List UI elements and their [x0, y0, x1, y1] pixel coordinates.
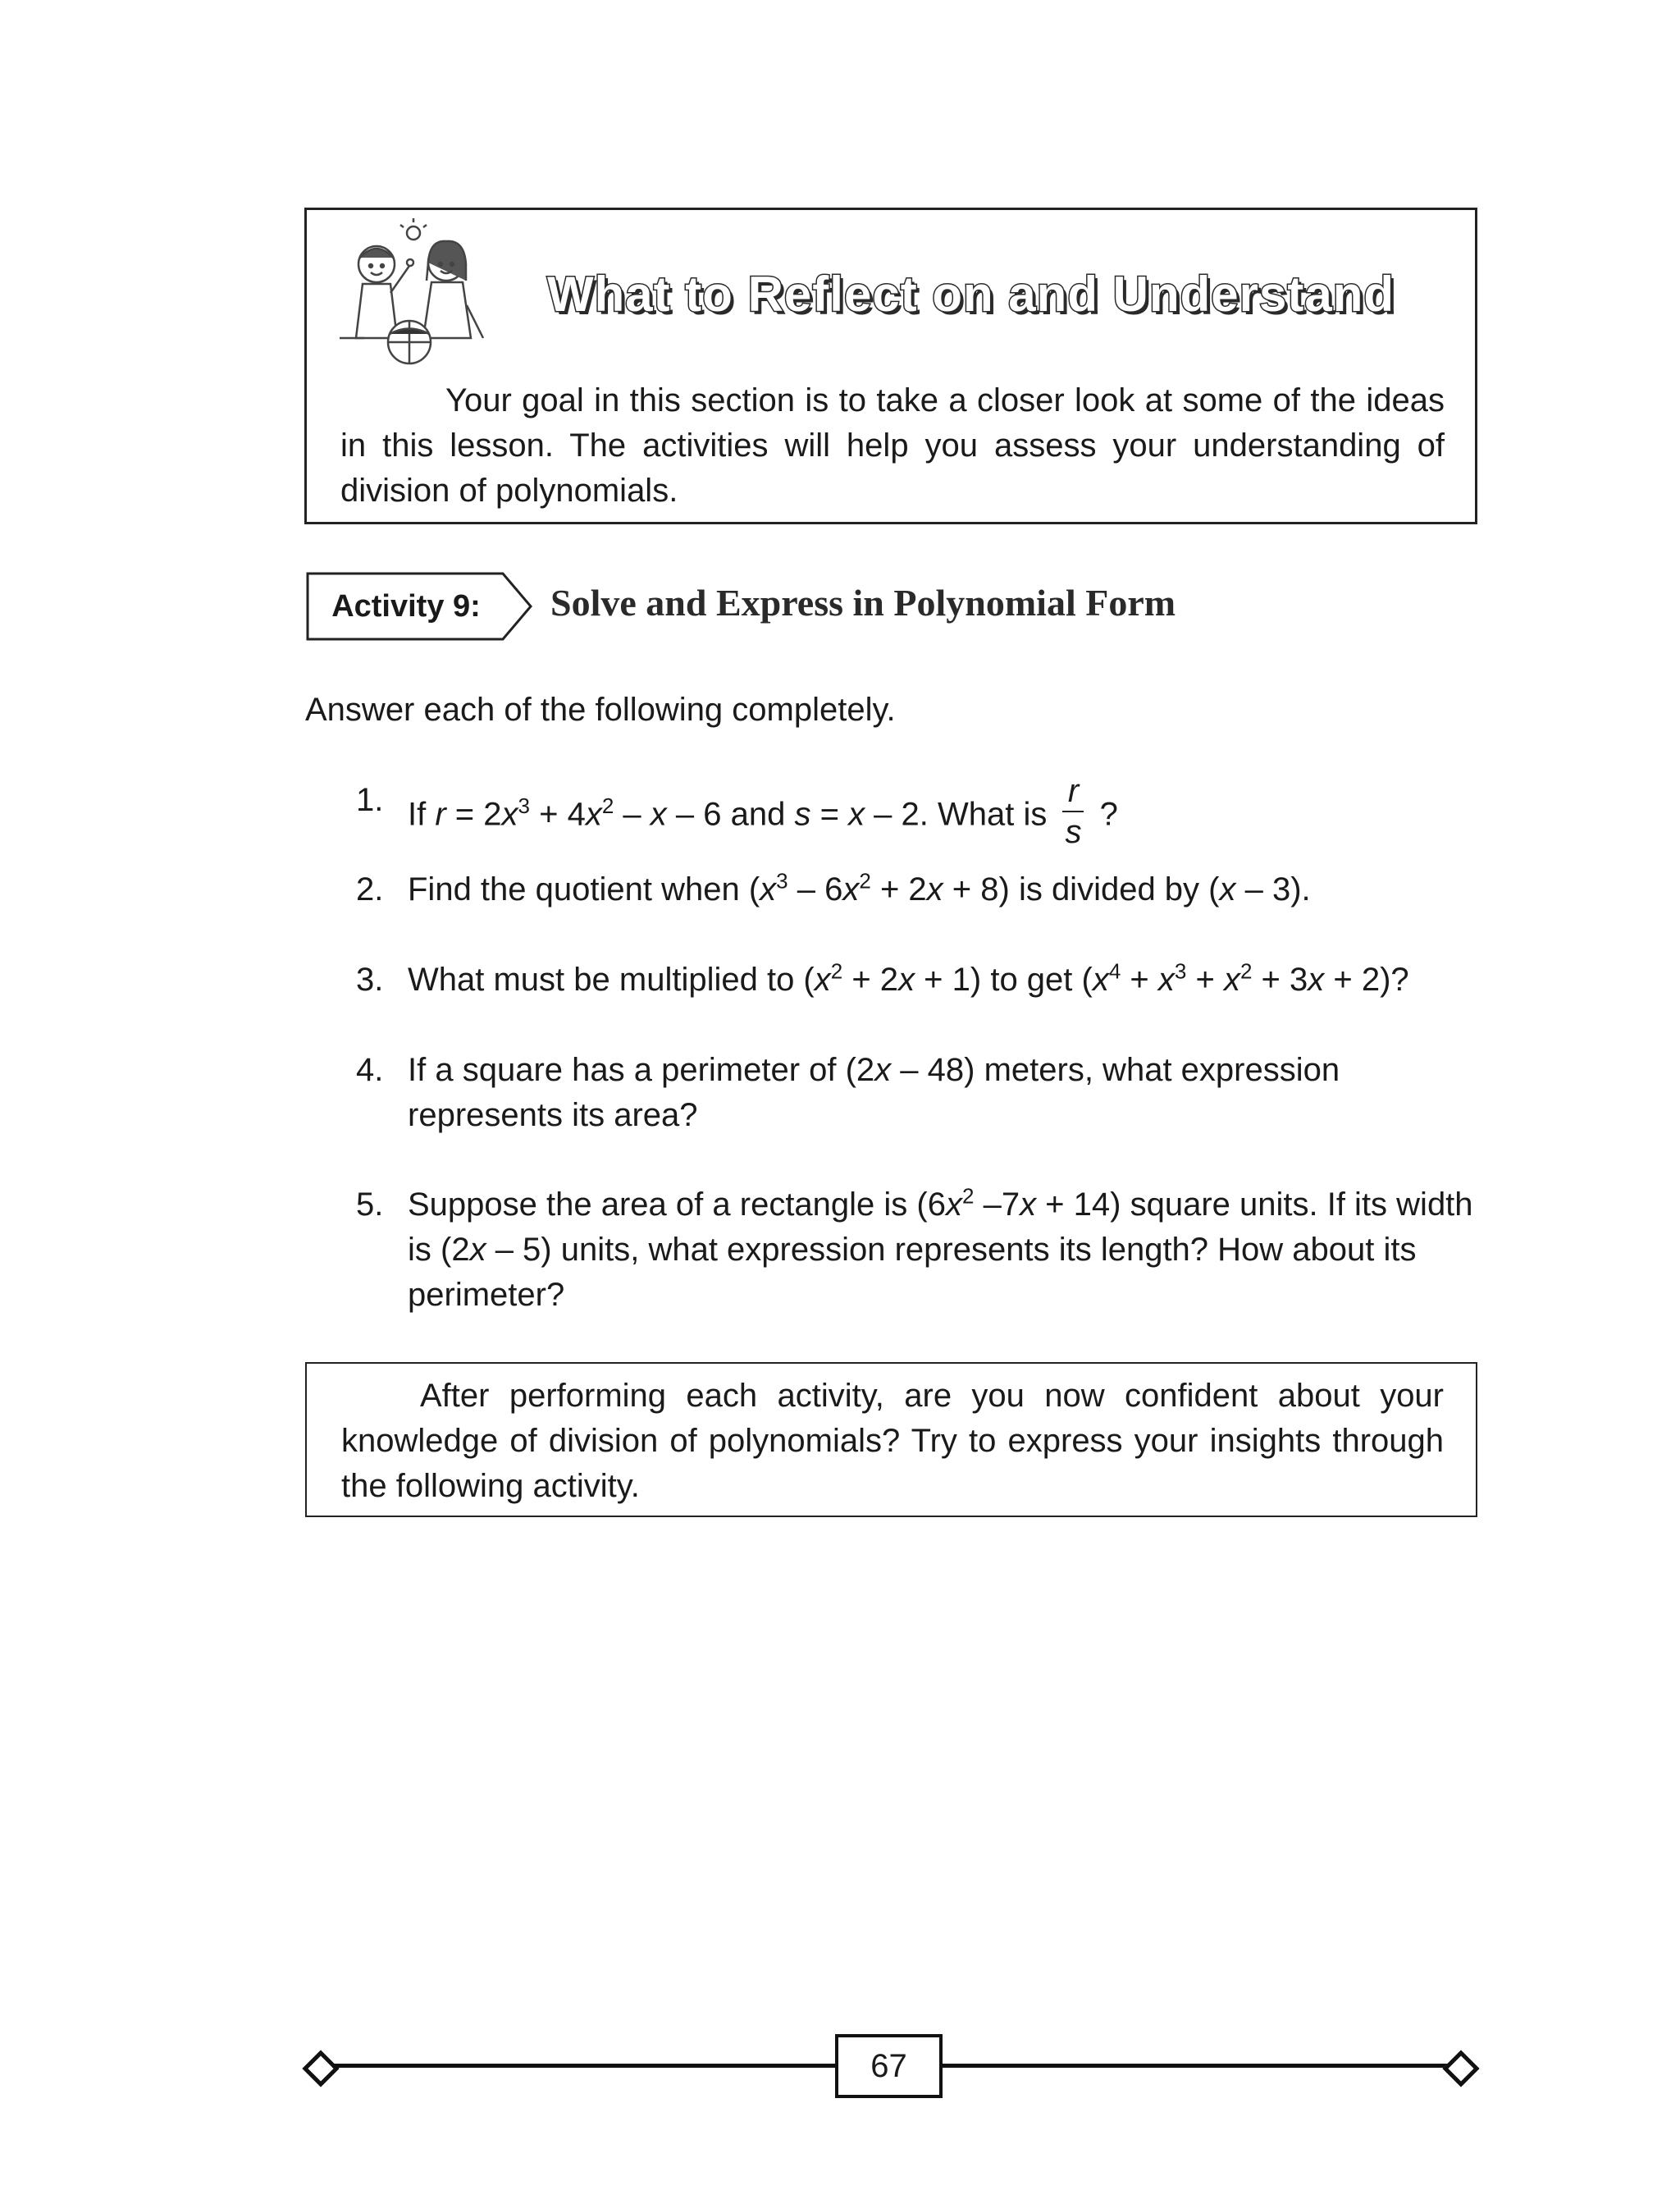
children-illustration	[331, 215, 495, 371]
question-text: Find the quotient when $(x^3 - 6x^2 + 2x + 8)$ is divided by (x – 3).	[408, 868, 1311, 908]
reflection-text: After performing each activity, are you now confident about your knowledge of division of polynomials? Try to express your insights through the following activity.	[341, 1378, 1444, 1504]
footer-left-diamond-icon	[302, 2050, 339, 2087]
fraction-r-over-s: $\frac{r}{s}$	[1062, 773, 1084, 850]
question-text: What must be multiplied to $(x^2 + 2x + 1)$ to get $(x^4 + x^3 + x^2 + 3x + 2)$?	[408, 958, 1409, 998]
activity-tag-label: Activity 9:	[331, 588, 481, 624]
question-number: 2.	[356, 871, 384, 908]
question-number: 4.	[356, 1052, 384, 1088]
question-text: If a square has a perimeter of (2x – 48) meters, what expression represents its area?	[408, 1052, 1340, 1133]
instructions-text: Answer each of the following completely.	[305, 692, 896, 728]
section-intro-text: Your goal in this section is to take a closer look at some of the ideas in this lesson. The activities will help you assess your understanding of division of polynomials.	[340, 382, 1445, 509]
question-text: If $r = 2x^3 + 4x^2 - x - 6$ and s = x – 2. What is $\frac{r}{s}$ ?	[408, 773, 1118, 850]
activity-tag	[306, 572, 532, 641]
question-number: 3.	[356, 962, 384, 998]
reflection-box	[305, 1362, 1477, 1517]
footer-rule-right	[943, 2064, 1448, 2068]
question-number: 1.	[356, 782, 384, 818]
question-text: Suppose the area of a rectangle is ($6x^2$ –7x + 14) square units. If its width is (2x – 5) units, what expression represents its length? How about its perimeter?	[408, 1183, 1473, 1313]
section-banner-title: What to Reflect on and Understand	[547, 267, 1395, 322]
question-number: 5.	[356, 1186, 384, 1223]
activity-title: Solve and Express in Polynomial Form	[550, 582, 1176, 624]
section-header-box	[304, 208, 1477, 524]
footer-right-diamond-icon	[1442, 2050, 1479, 2087]
page-number: 67	[835, 2034, 943, 2098]
footer-rule-left	[332, 2064, 835, 2068]
